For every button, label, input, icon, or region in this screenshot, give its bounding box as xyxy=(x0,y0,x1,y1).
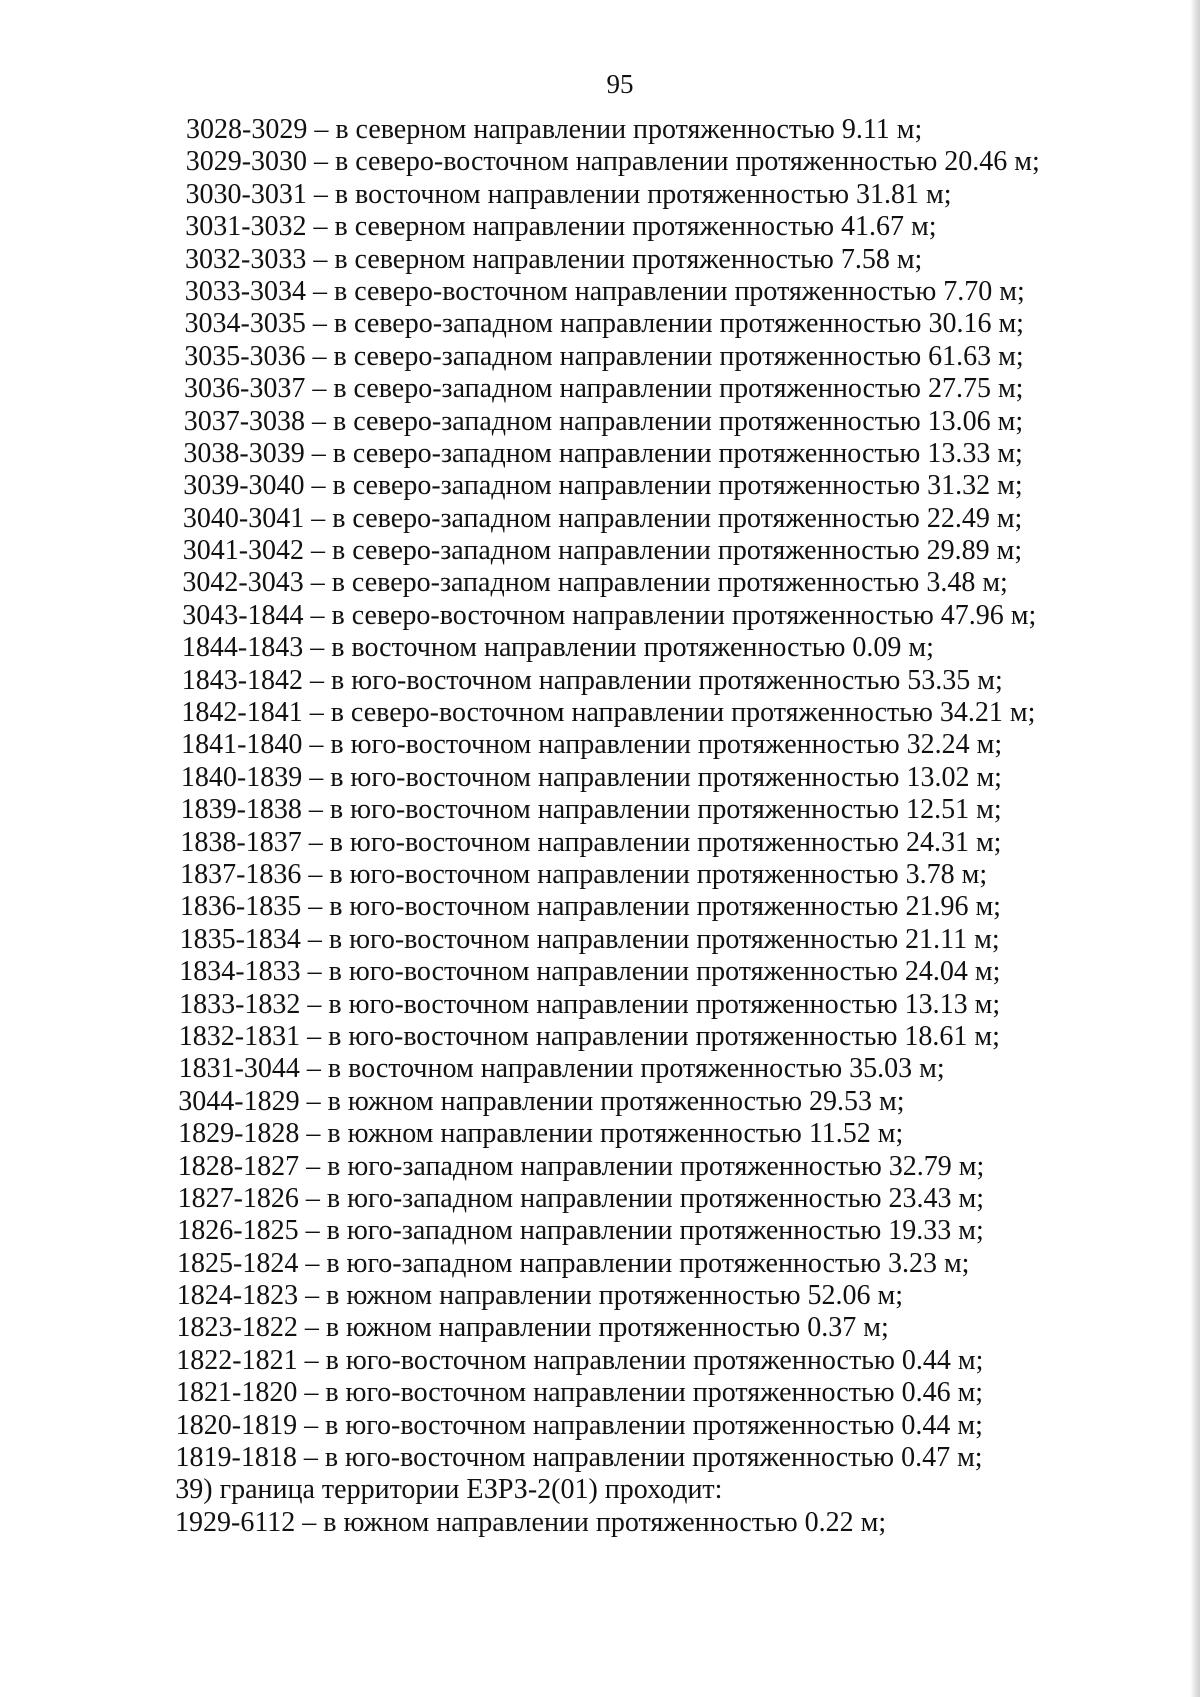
boundary-line: 1839-1838 – в юго-восточном направлении протяженностью 12.51 м; xyxy=(180,794,1002,826)
boundary-line: 3043-1844 – в северо-восточном направлении протяженностью 47.96 м; xyxy=(182,599,1037,631)
boundary-line: 1844-1843 – в восточном направлении протяженностью 0.09 м; xyxy=(181,632,934,664)
boundary-line: 3036-3037 – в северо-западном направлении протяженностью 27.75 м; xyxy=(184,373,1024,405)
boundary-line: 3034-3035 – в северо-западном направлении протяженностью 30.16 м; xyxy=(184,308,1024,340)
boundary-line: 3028-3029 – в северном направлении протяженностью 9.11 м; xyxy=(186,114,923,145)
boundary-line: 1829-1828 – в южном направлении протяженностью 11.52 м; xyxy=(178,1118,904,1150)
boundary-line: 1842-1841 – в северо-восточном направлении протяженностью 34.21 м; xyxy=(181,697,1036,729)
boundary-line: 1833-1832 – в юго-восточном направлении протяженностью 13.13 м; xyxy=(179,988,1001,1020)
boundary-line: 1828-1827 – в юго-западном направлении протяженностью 32.79 м; xyxy=(177,1150,985,1182)
boundary-line: 1838-1837 – в юго-восточном направлении протяженностью 24.31 м; xyxy=(180,826,1002,858)
boundary-line: 3040-3041 – в северо-западном направлении протяженностью 22.49 м; xyxy=(182,502,1023,534)
boundary-line: 1819-1818 – в юго-восточном направлении протяженностью 0.47 м; xyxy=(175,1442,983,1474)
boundary-line: 1832-1831 – в юго-восточном направлении протяженностью 18.61 м; xyxy=(178,1020,1000,1052)
boundary-line: 1821-1820 – в юго-восточном направлении протяженностью 0.46 м; xyxy=(176,1377,984,1409)
boundary-line: 3037-3038 – в северо-западном направлении протяженностью 13.06 м; xyxy=(183,405,1024,437)
boundary-line: 1840-1839 – в юго-восточном направлении протяженностью 13.02 м; xyxy=(180,761,1002,793)
boundary-line: 3038-3039 – в северо-западном направлении протяженностью 13.33 м; xyxy=(183,437,1023,469)
boundary-line: 39) граница территории ЕЗРЗ-2(01) проходит: xyxy=(175,1474,723,1506)
boundary-line: 3039-3040 – в северо-западном направлении протяженностью 31.32 м; xyxy=(183,470,1023,502)
boundary-line: 3029-3030 – в северо-восточном направлении протяженностью 20.46 м; xyxy=(185,146,1040,178)
boundary-line: 1825-1824 – в юго-западном направлении протяженностью 3.23 м; xyxy=(177,1247,970,1279)
boundary-line: 3042-3043 – в северо-западном направлении протяженностью 3.48 м; xyxy=(182,567,1008,599)
boundary-line: 1835-1834 – в юго-восточном направлении протяженностью 21.11 м; xyxy=(179,923,1000,955)
boundary-line: 1834-1833 – в юго-восточном направлении протяженностью 24.04 м; xyxy=(179,956,1001,988)
boundary-description xyxy=(0,114,1200,1539)
boundary-line: 1837-1836 – в юго-восточном направлении протяженностью 3.78 м; xyxy=(180,858,988,890)
boundary-line: 1822-1821 – в юго-восточном направлении протяженностью 0.44 м; xyxy=(176,1344,984,1376)
boundary-line: 1826-1825 – в юго-западном направлении протяженностью 19.33 м; xyxy=(177,1215,984,1247)
boundary-line: 1843-1842 – в юго-восточном направлении протяженностью 53.35 м; xyxy=(181,664,1003,696)
boundary-line: 3044-1829 – в южном направлении протяженностью 29.53 м; xyxy=(178,1085,905,1117)
boundary-line: 3032-3033 – в северном направлении протяженностью 7.58 м; xyxy=(185,243,923,275)
boundary-line: 3041-3042 – в северо-западном направлении протяженностью 29.89 м; xyxy=(182,535,1023,567)
boundary-line: 3033-3034 – в северо-восточном направлении протяженностью 7.70 м; xyxy=(184,275,1025,307)
boundary-line: 1836-1835 – в юго-восточном направлении протяженностью 21.96 м; xyxy=(179,891,1001,923)
boundary-line: 1824-1823 – в южном направлении протяженностью 52.06 м; xyxy=(176,1280,904,1312)
boundary-line: 1827-1826 – в юго-западном направлении протяженностью 23.43 м; xyxy=(177,1182,985,1214)
boundary-line: 3035-3036 – в северо-западном направлении протяженностью 61.63 м; xyxy=(184,340,1024,372)
page-number: 95 xyxy=(606,69,634,99)
boundary-line: 1841-1840 – в юго-восточном направлении протяженностью 32.24 м; xyxy=(181,729,1003,761)
boundary-line: 1823-1822 – в южном направлении протяженностью 0.37 м; xyxy=(176,1312,889,1344)
boundary-line: 3031-3032 – в северном направлении протяженностью 41.67 м; xyxy=(185,211,937,243)
boundary-line: 3030-3031 – в восточном направлении протяженностью 31.81 м; xyxy=(185,178,952,210)
boundary-line: 1820-1819 – в юго-восточном направлении протяженностью 0.44 м; xyxy=(175,1409,983,1441)
boundary-line: 1929-6112 – в южном направлении протяженностью 0.22 м; xyxy=(175,1506,887,1538)
boundary-line: 1831-3044 – в восточном направлении протяженностью 35.03 м; xyxy=(178,1053,945,1085)
